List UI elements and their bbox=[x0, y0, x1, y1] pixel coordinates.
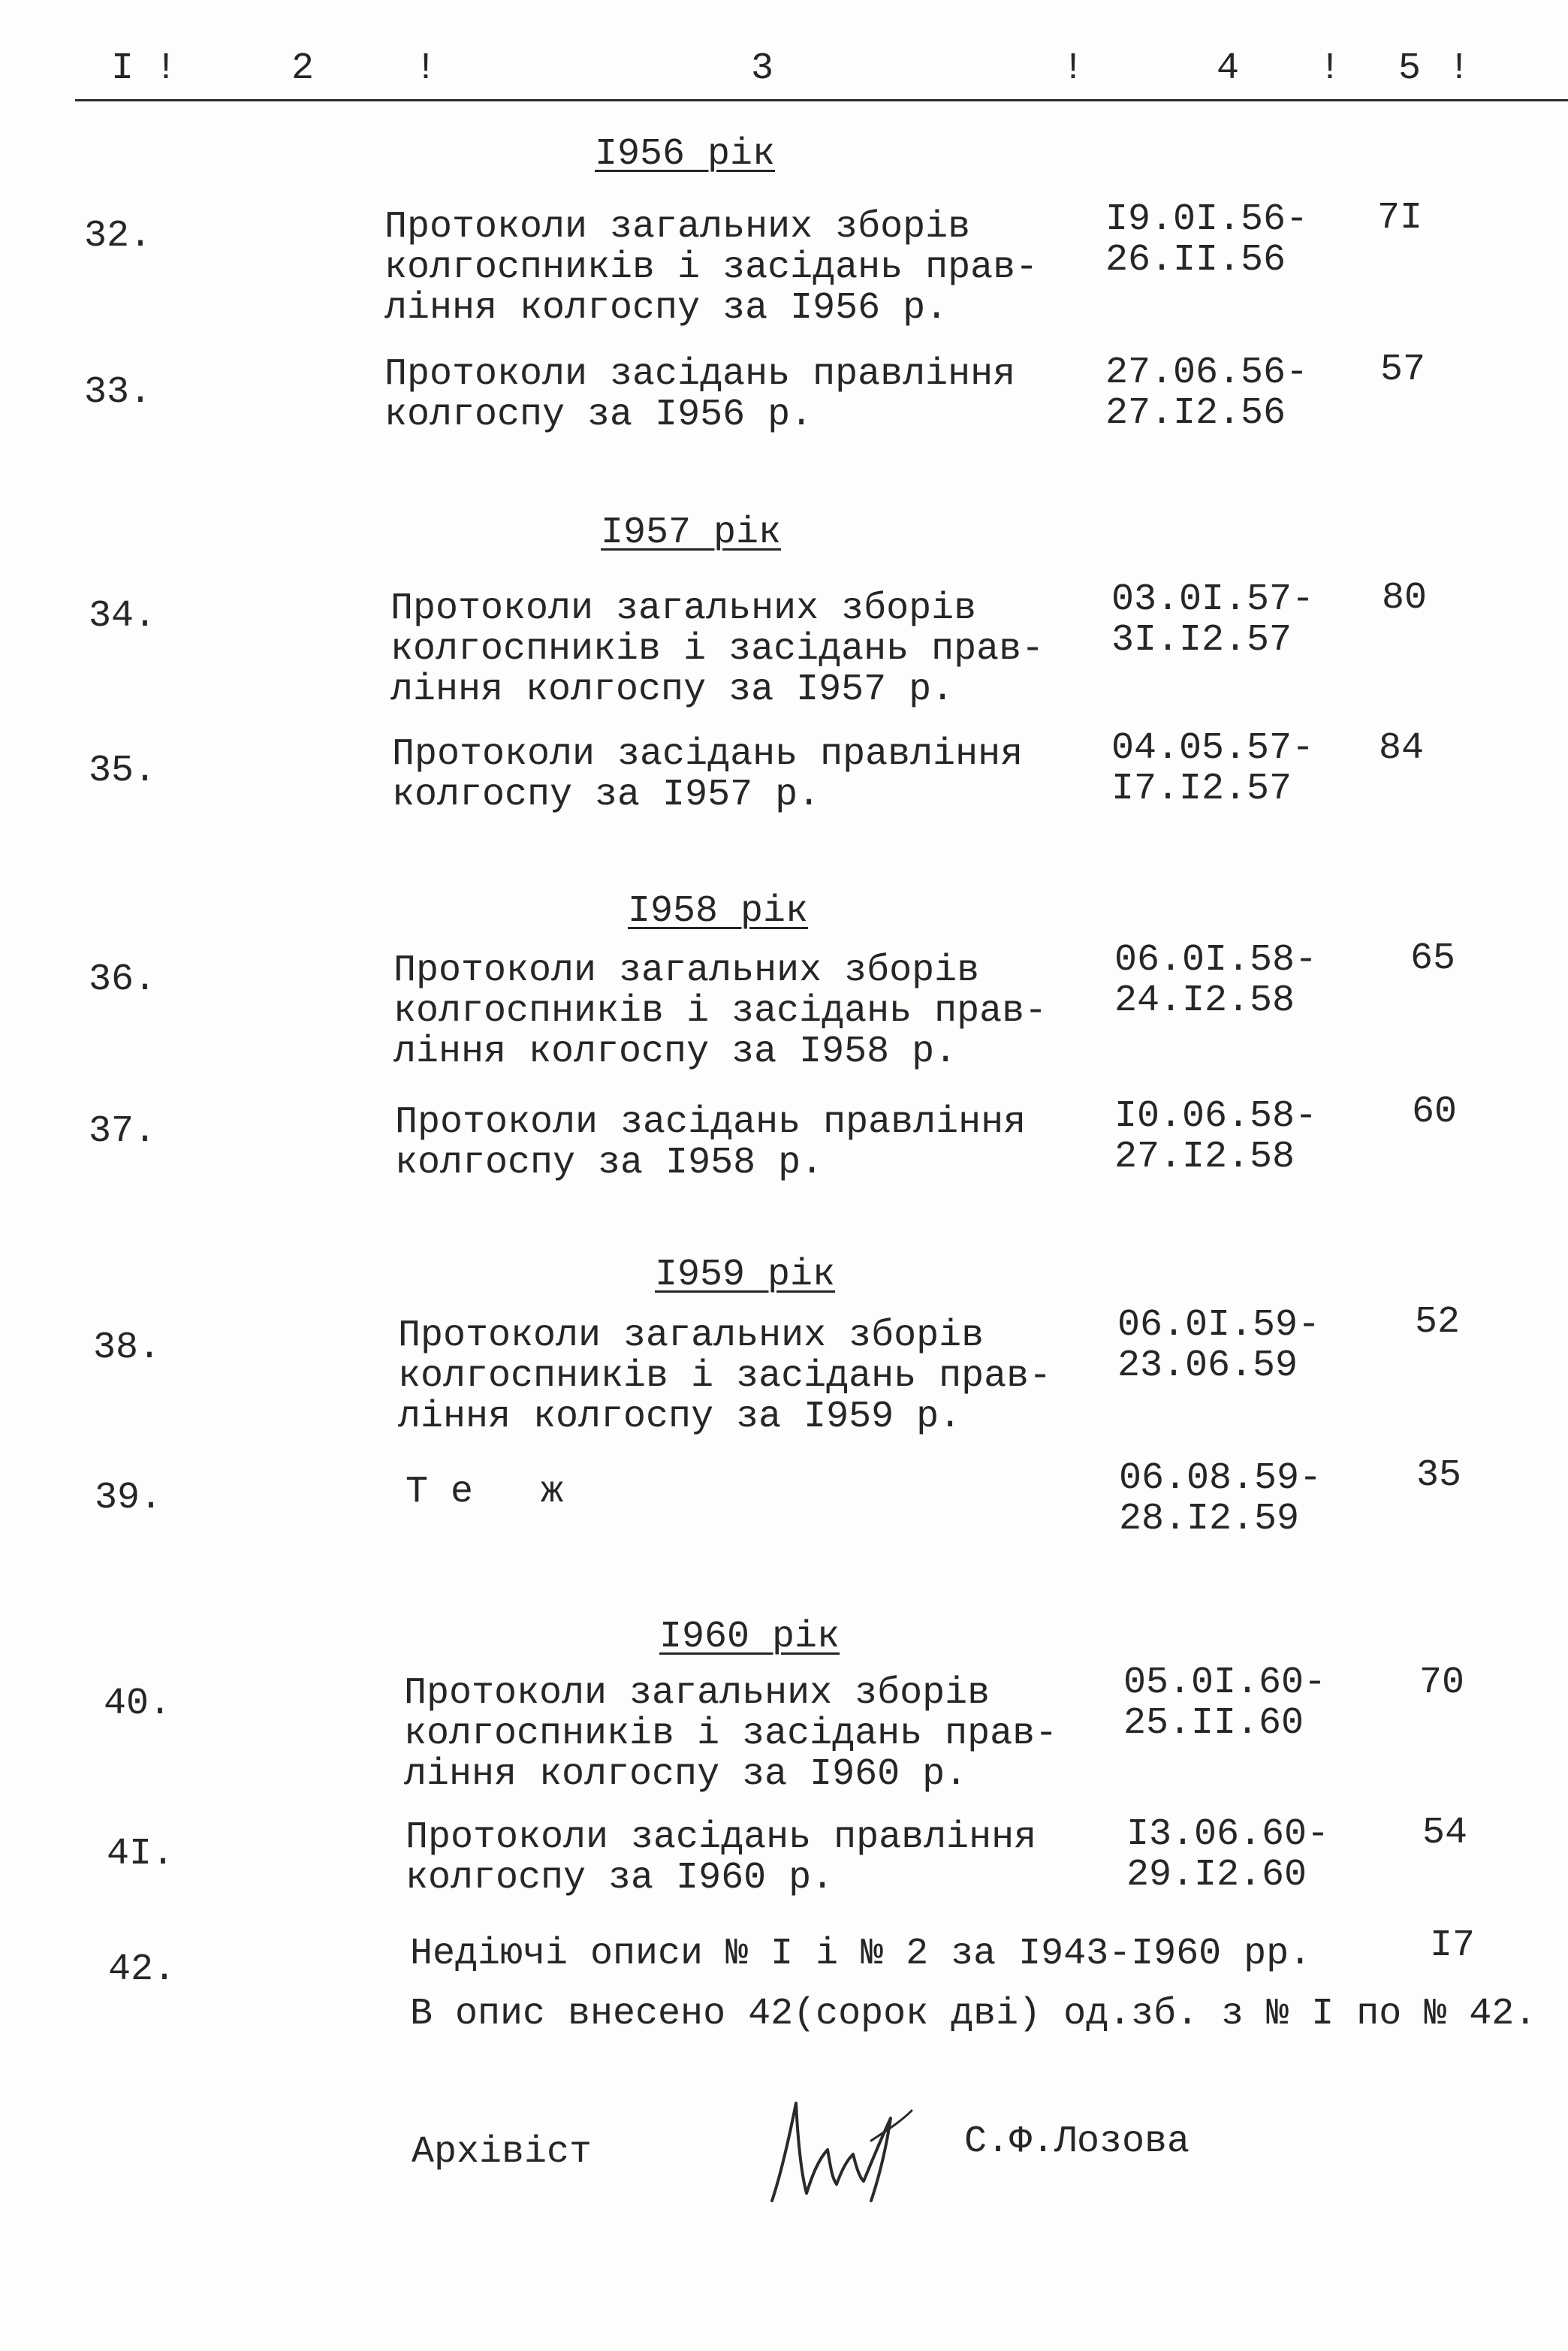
item-sheets: 35 bbox=[1416, 1454, 1462, 1497]
item-number: 42. bbox=[108, 1948, 176, 1991]
item-dates: 27.06.56- 27.I2.56 bbox=[1105, 352, 1309, 435]
year-heading: I960 рік bbox=[659, 1616, 840, 1658]
item-sheets: 7I bbox=[1377, 197, 1423, 240]
year-heading: I959 рік bbox=[655, 1254, 836, 1296]
item-title: Протоколи засідань правління колгоспу за I956 р. bbox=[384, 353, 1016, 436]
item-dates: 05.0I.60- 25.II.60 bbox=[1123, 1661, 1327, 1745]
item-title: Протоколи загальних зборів колгоспників і засідань прав- ління колгоспу за I959 р. bbox=[398, 1314, 1052, 1438]
item-number: 4I. bbox=[107, 1833, 175, 1876]
item-title: Протоколи засідань правління колгоспу за I957 р. bbox=[392, 733, 1024, 816]
item-title: Недіючі описи № I і № 2 за I943-I960 рр. bbox=[410, 1933, 1312, 1975]
header-col-1: I bbox=[111, 47, 134, 90]
header-separator: ! bbox=[1062, 47, 1085, 90]
year-heading: I957 рік bbox=[601, 512, 782, 554]
handwritten-signature bbox=[758, 2088, 924, 2216]
item-number: 35. bbox=[89, 750, 157, 792]
header-rule bbox=[75, 99, 1568, 101]
item-sheets: 57 bbox=[1380, 349, 1426, 391]
item-number: 38. bbox=[93, 1326, 161, 1369]
item-dates: I9.0I.56- 26.II.56 bbox=[1105, 198, 1309, 282]
item-number: 37. bbox=[89, 1110, 157, 1153]
item-dates: I3.06.60- 29.I2.60 bbox=[1126, 1813, 1330, 1897]
header-col-5: 5 bbox=[1398, 47, 1422, 90]
item-sheets: I7 bbox=[1430, 1924, 1476, 1967]
item-number: 40. bbox=[104, 1683, 172, 1725]
item-number: 34. bbox=[89, 595, 157, 638]
item-number: 39. bbox=[95, 1477, 163, 1520]
year-heading: I958 рік bbox=[628, 890, 809, 933]
item-number: 33. bbox=[84, 371, 152, 414]
item-dates: 04.05.57- I7.I2.57 bbox=[1111, 727, 1315, 810]
item-number: 32. bbox=[84, 215, 152, 258]
header-separator: ! bbox=[415, 47, 438, 90]
signatory-role: Архівіст bbox=[412, 2131, 593, 2174]
signatory-name: С.Ф.Лозова bbox=[964, 2120, 1190, 2163]
item-title: Протоколи засідань правління колгоспу за I960 р. bbox=[406, 1816, 1037, 1900]
item-sheets: 80 bbox=[1382, 577, 1428, 620]
item-sheets: 54 bbox=[1422, 1812, 1468, 1855]
item-dates: 06.08.59- 28.I2.59 bbox=[1119, 1457, 1322, 1541]
item-title: Протоколи загальних зборів колгоспників і засідань прав- ління колгоспу за I956 р. bbox=[384, 206, 1039, 330]
item-title: Протоколи загальних зборів колгоспників і засідань прав- ління колгоспу за I957 р. bbox=[390, 587, 1045, 711]
summary-line: В опис внесено 42(сорок дві) од.зб. з № I по № 42. bbox=[410, 1993, 1537, 2036]
item-sheets: 60 bbox=[1412, 1091, 1458, 1133]
item-title: Т е ж bbox=[406, 1471, 564, 1514]
item-dates: 03.0I.57- 3I.I2.57 bbox=[1111, 578, 1315, 662]
item-number: 36. bbox=[89, 958, 157, 1001]
item-sheets: 70 bbox=[1419, 1661, 1465, 1704]
header-col-4: 4 bbox=[1217, 47, 1240, 90]
header-separator: ! bbox=[1448, 47, 1471, 90]
item-dates: 06.0I.59- 23.06.59 bbox=[1117, 1304, 1321, 1387]
item-title: Протоколи загальних зборів колгоспників і засідань прав- ління колгоспу за I960 р. bbox=[404, 1672, 1058, 1796]
header-separator: ! bbox=[1319, 47, 1342, 90]
item-sheets: 52 bbox=[1415, 1301, 1461, 1344]
header-separator: ! bbox=[155, 47, 178, 90]
item-sheets: 84 bbox=[1379, 727, 1425, 770]
item-dates: 06.0I.58- 24.I2.58 bbox=[1114, 939, 1318, 1022]
item-title: Протоколи засідань правління колгоспу за I958 р. bbox=[395, 1101, 1027, 1185]
header-col-3: 3 bbox=[751, 47, 774, 90]
item-title: Протоколи загальних зборів колгоспників і засідань прав- ління колгоспу за I958 р. bbox=[394, 949, 1048, 1073]
item-sheets: 65 bbox=[1410, 937, 1456, 980]
item-dates: I0.06.58- 27.I2.58 bbox=[1114, 1095, 1318, 1179]
year-heading: I956 рік bbox=[595, 133, 776, 176]
header-col-2: 2 bbox=[291, 47, 315, 90]
